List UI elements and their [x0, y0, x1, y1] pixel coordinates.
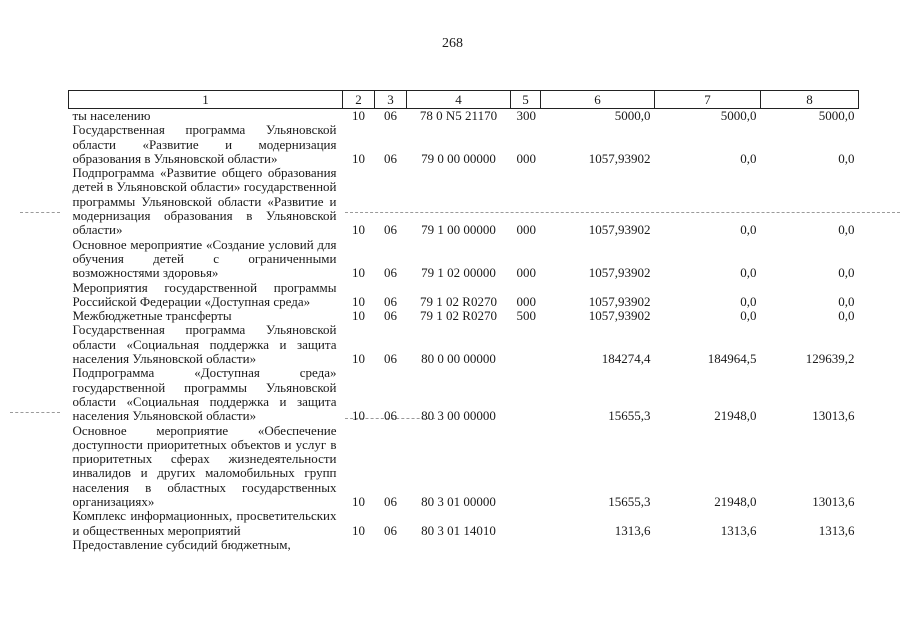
table-row [69, 281, 859, 310]
section-cell: 10 [352, 108, 365, 123]
subsection-cell: 06 [384, 351, 397, 367]
expense-type-cell [511, 424, 541, 510]
section-cell: 10 [352, 265, 365, 281]
target-article-cell: 79 0 00 00000 [421, 150, 496, 166]
expense-type-cell [511, 323, 541, 366]
subsection-cell: 06 [384, 308, 397, 324]
row-name-cell: Подпрограмма «Развитие общего образования детей в Ульяновской области» государственной программы Ульяновской области «Развитие и модернизация образования в Ульяновской области» [72, 165, 337, 238]
section-cell: 10 [352, 150, 365, 166]
section-cell: 10 [352, 308, 365, 324]
target-article-cell: 79 1 02 00000 [421, 265, 496, 281]
subsection-cell: 06 [384, 150, 397, 166]
subsection-cell: 06 [384, 408, 397, 424]
column-header: 2 [343, 91, 375, 109]
amount-year3-cell: 129639,2 [805, 351, 855, 367]
amount-year2-cell: 5000,0 [720, 108, 757, 123]
amount-year3-cell: 0,0 [838, 293, 855, 309]
expense-type-cell [511, 366, 541, 423]
amount-year1-cell: 5000,0 [614, 108, 651, 123]
table-row [69, 538, 859, 552]
amount-year3-cell: 5000,0 [818, 108, 855, 123]
amount-year3-cell [761, 538, 859, 552]
section-cell: 10 [352, 222, 365, 238]
amount-year2-cell: 0,0 [740, 293, 757, 309]
table-body [69, 109, 859, 553]
amount-year1-cell: 184274,4 [601, 351, 651, 367]
amount-year2-cell: 0,0 [740, 265, 757, 281]
expense-type-cell: 000 [516, 222, 536, 238]
row-name-cell: Основное мероприятие «Обеспечение доступности приоритетных объектов и услуг в приоритетных сферах жизнедеятельности инвалидов и других маломобильных групп населения в областных государственных организациях» [72, 422, 337, 510]
column-header: 6 [541, 91, 655, 109]
column-header: 5 [511, 91, 541, 109]
table-row [69, 238, 859, 281]
amount-year1-cell [541, 538, 655, 552]
table-row [69, 309, 859, 323]
table-row [69, 123, 859, 166]
row-name-cell: Межбюджетные трансферты [72, 308, 232, 324]
amount-year1-cell: 15655,3 [608, 408, 651, 424]
row-name-cell: Мероприятия государственной программы Российской Федерации «Доступная среда» [72, 279, 337, 309]
table-header-row [69, 91, 859, 109]
amount-year1-cell: 15655,3 [608, 494, 651, 510]
amount-year3-cell: 0,0 [838, 265, 855, 281]
subsection-cell: 06 [384, 494, 397, 510]
column-header: 1 [69, 91, 343, 109]
target-article-cell [407, 538, 511, 552]
expense-type-cell: 500 [516, 308, 536, 324]
target-article-cell: 78 0 N5 21170 [419, 108, 498, 123]
amount-year2-cell: 184964,5 [707, 351, 757, 367]
subsection-cell: 06 [384, 293, 397, 309]
target-article-cell: 80 3 00 00000 [421, 408, 496, 424]
row-name-cell: Комплекс информационных, просветительских и общественных мероприятий [72, 508, 337, 538]
row-name-cell: Государственная программа Ульяновской области «Социальная поддержка и защита населения Ульяновской области» [72, 322, 337, 367]
scan-artifact-line [10, 412, 60, 413]
table-row [69, 509, 859, 538]
expense-type-cell [511, 538, 541, 552]
scan-artifact-line [20, 212, 60, 213]
section-cell: 10 [352, 293, 365, 309]
section-cell: 10 [352, 522, 365, 538]
target-article-cell: 79 1 02 R0270 [420, 308, 497, 324]
column-header: 3 [375, 91, 407, 109]
amount-year1-cell: 1313,6 [614, 522, 651, 538]
amount-year2-cell: 21948,0 [714, 408, 757, 424]
subsection-cell: 06 [384, 522, 397, 538]
target-article-cell: 80 3 01 14010 [421, 522, 496, 538]
amount-year1-cell: 1057,93902 [588, 265, 651, 281]
target-article-cell: 80 3 01 00000 [421, 494, 496, 510]
subsection-cell: 06 [384, 222, 397, 238]
amount-year1-cell: 1057,93902 [588, 222, 651, 238]
expense-type-cell: 000 [516, 265, 536, 281]
amount-year3-cell: 0,0 [838, 222, 855, 238]
budget-table [68, 90, 859, 552]
section-cell: 10 [352, 351, 365, 367]
table-row [69, 366, 859, 423]
amount-year2-cell: 0,0 [740, 150, 757, 166]
amount-year2-cell: 0,0 [740, 308, 757, 324]
subsection-cell: 06 [384, 265, 397, 281]
row-name-cell: Предоставление субсидий бюджетным, [72, 536, 291, 552]
amount-year2-cell: 1313,6 [720, 522, 757, 538]
row-name-cell: Основное мероприятие «Создание условий для обучения детей с ограниченными возможностями здоровья» [72, 236, 337, 281]
subsection-cell: 06 [384, 108, 397, 123]
amount-year3-cell: 13013,6 [812, 408, 855, 424]
table-row [69, 323, 859, 366]
target-article-cell: 79 1 00 00000 [421, 222, 496, 238]
page-number: 268 [442, 36, 463, 51]
amount-year2-cell: 21948,0 [714, 494, 757, 510]
expense-type-cell: 000 [516, 293, 536, 309]
amount-year3-cell: 1313,6 [818, 522, 855, 538]
target-article-cell: 79 1 02 R0270 [420, 293, 497, 309]
expense-type-cell: 300 [516, 108, 536, 123]
section-cell: 10 [352, 408, 365, 424]
amount-year3-cell: 0,0 [838, 308, 855, 324]
amount-year2-cell [655, 538, 761, 552]
table-row [69, 166, 859, 237]
row-name-cell: Государственная программа Ульяновской области «Развитие и модернизация образования в Ульяновской области» [72, 122, 337, 166]
table-row [69, 424, 859, 510]
expense-type-cell [511, 509, 541, 538]
row-name-cell: ты населению [72, 108, 151, 123]
section-cell [343, 538, 375, 552]
amount-year1-cell: 1057,93902 [588, 308, 651, 324]
column-header: 7 [655, 91, 761, 109]
table-row [69, 109, 859, 124]
target-article-cell: 80 0 00 00000 [421, 351, 496, 367]
amount-year2-cell: 0,0 [740, 222, 757, 238]
expense-type-cell: 000 [516, 150, 536, 166]
section-cell: 10 [352, 494, 365, 510]
amount-year1-cell: 1057,93902 [588, 293, 651, 309]
amount-year3-cell: 0,0 [838, 150, 855, 166]
amount-year3-cell: 13013,6 [812, 494, 855, 510]
column-header: 8 [761, 91, 859, 109]
subsection-cell [375, 538, 407, 552]
row-name-cell: Подпрограмма «Доступная среда» государственной программы Ульяновской области «Социальная поддержка и защита населения Ульяновской области» [72, 365, 337, 424]
amount-year1-cell: 1057,93902 [588, 150, 651, 166]
column-header: 4 [407, 91, 511, 109]
